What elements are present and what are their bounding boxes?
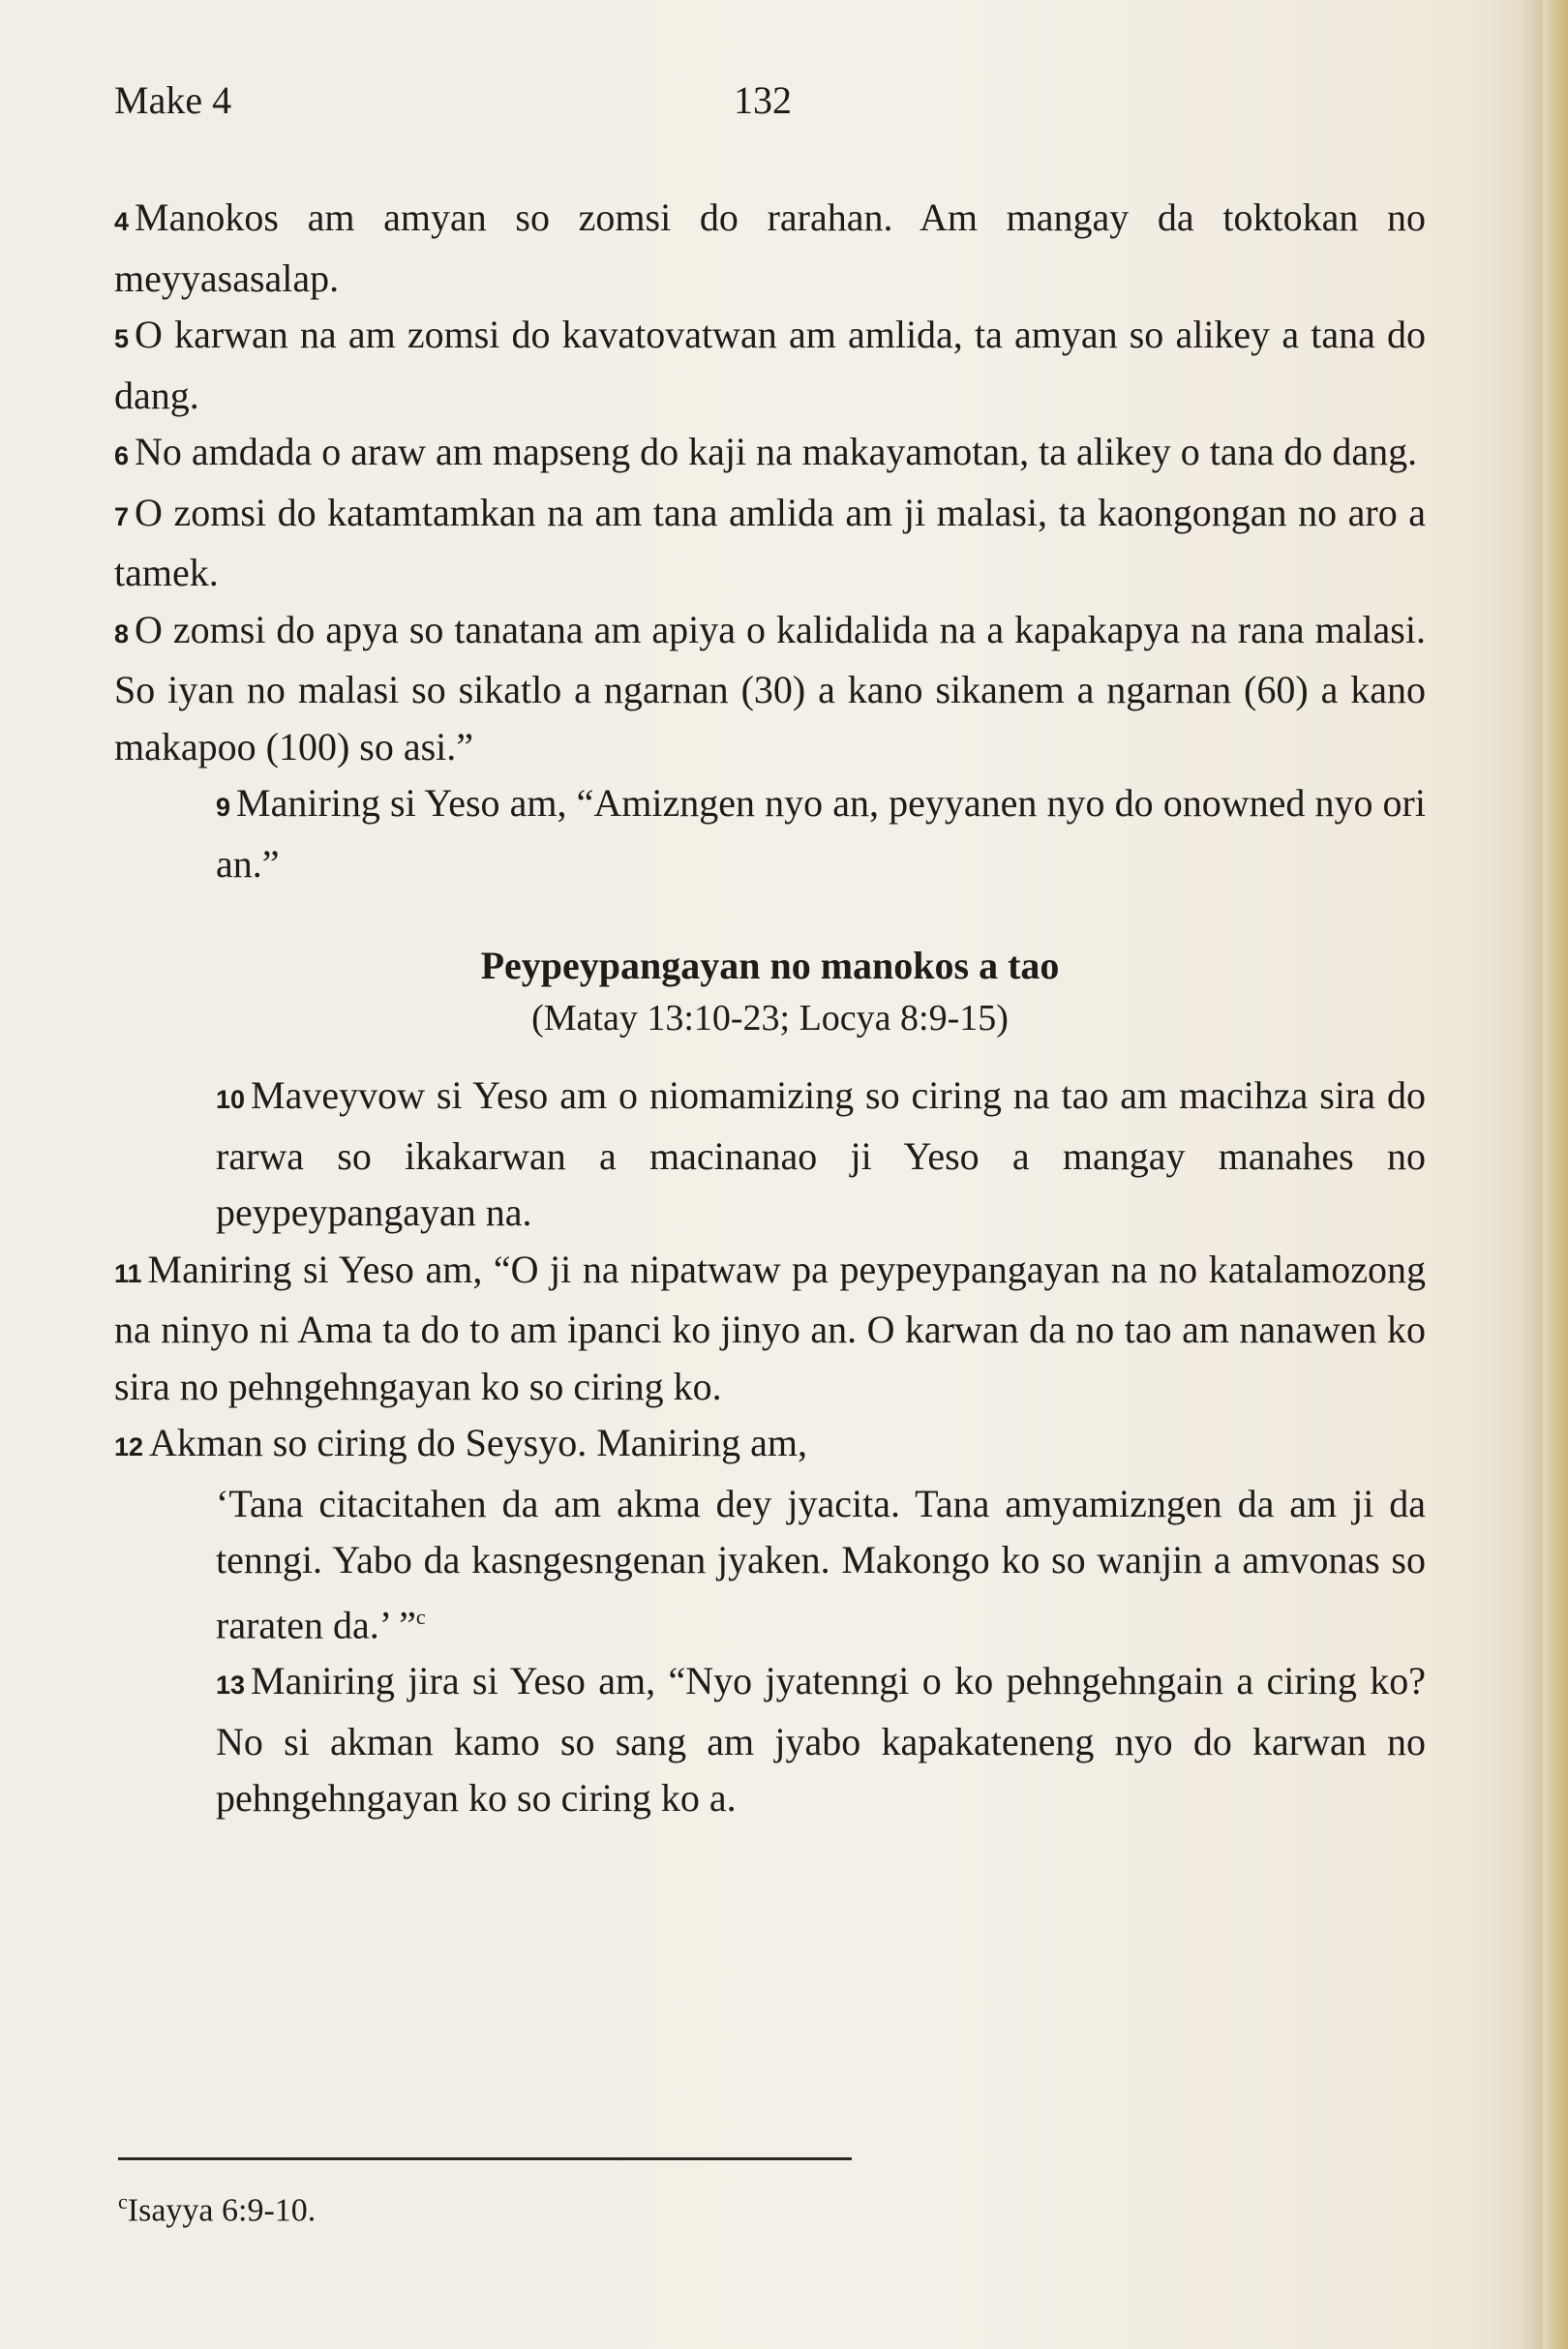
verse-5 (114, 307, 1426, 424)
running-header (114, 77, 1431, 136)
verse-text: Maniring si Yeso am, “O ji na nipatwaw pa peypeypangayan na no katalamozong na ninyo ni Ama ta do to am ipanci ko jinyo an. O karwan da no tao am nanawen ko sira no pehngehngayan ko so ciring ko. (114, 1247, 1426, 1408)
page-number: 132 (734, 78, 792, 122)
parallel-references: (Matay 13:10-23; Locya 8:9-15) (531, 998, 1009, 1039)
verse-text: O zomsi do katamtamkan na am tana amlida am ji malasi, ta kaongongan no aro a tamek. (114, 490, 1426, 594)
footnote-text: Isayya 6:9-10. (127, 2192, 317, 2229)
verse-11 (114, 1242, 1426, 1416)
verse-12 (114, 1415, 1426, 1476)
verse-text: Maniring si Yeso am, “Amizngen nyo an, peyyanen nyo do onowned nyo ori an.” (216, 781, 1426, 886)
verse-9 (114, 775, 1426, 892)
verse-text: No amdada o araw am mapseng do kaji na makayamotan, ta alikey o tana do dang. (135, 430, 1418, 473)
scripture-quotation (114, 1476, 1426, 1654)
verse-number: 8 (114, 618, 130, 648)
verse-text: O zomsi do apya so tanatana am apiya o kalidalida na a kapakapya na rana malasi. So iyan no malasi so sikatlo a ngarnan (30) a kano sikanem a ngarnan (60) a kano makapoo (100) so asi.” (114, 607, 1426, 768)
verse-text: Akman so ciring do Seysyo. Maniring am, (149, 1421, 807, 1464)
verse-number: 13 (216, 1671, 246, 1701)
verse-8 (114, 602, 1426, 776)
verse-number: 6 (114, 441, 130, 470)
verse-number: 12 (114, 1432, 144, 1461)
verse-13 (114, 1653, 1426, 1827)
section-heading: Peypeypangayan no manokos a tao (480, 944, 1060, 987)
verse-6 (114, 424, 1426, 485)
verse-number: 7 (114, 501, 130, 531)
page-edge (1543, 0, 1568, 2349)
footnote (118, 2189, 316, 2229)
verse-text: Maniring jira si Yeso am, “Nyo jyatenngi o ko pehngehngain a ciring ko? No si akman kamo so sang am jyabo kapakateneng nyo do karwan no pehngehngayan ko so ciring ko a. (216, 1659, 1426, 1821)
verse-text: O karwan na am zomsi do kavatovatwan am amlida, ta amyan so alikey a tana do dang. (114, 313, 1426, 417)
verse-number: 10 (216, 1085, 246, 1114)
verse-4 (114, 190, 1426, 307)
verse-10 (114, 1068, 1426, 1242)
verse-number: 4 (114, 207, 130, 236)
verse-text: Manokos am amyan so zomsi do rarahan. Am mangay da toktokan no meyyasasalap. (114, 196, 1426, 300)
footnote-call: c (415, 1604, 426, 1629)
main-text (114, 190, 1426, 1827)
quotation-text: ‘Tana citacitahen da am akma dey jyacita. Tana amyamizngen da am ji da tenngi. Yabo da kasngesngenan jyaken. Makongo ko so wanjin a amvonas so raraten da.’ ” (216, 1481, 1426, 1646)
verse-7 (114, 485, 1426, 602)
verse-text: Maveyvow si Yeso am o niomamizing so ciring na tao am macihza sira do rarwa so ikakarwan a macinanao ji Yeso a mangay manahes no peypeypangayan na. (216, 1073, 1426, 1234)
verse-number: 11 (114, 1258, 142, 1288)
verse-number: 9 (216, 793, 231, 822)
verse-number: 5 (114, 324, 130, 353)
book-reference: Make 4 (114, 78, 232, 122)
footnote-mark: c (118, 2189, 128, 2213)
footnote-divider (118, 2157, 852, 2160)
